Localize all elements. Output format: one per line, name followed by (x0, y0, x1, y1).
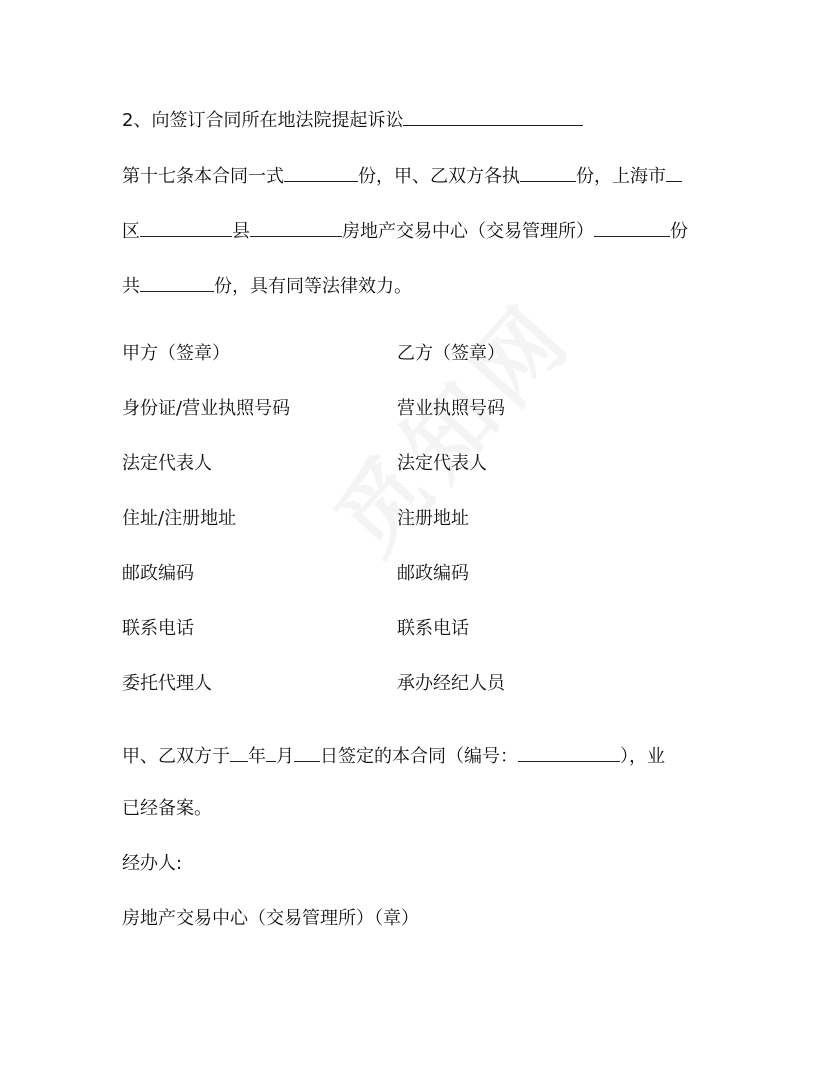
party-a-postcode-label: 邮政编码 (122, 563, 194, 584)
party-b-phone-label: 联系电话 (397, 618, 469, 639)
registration-text-e: ），业 (620, 746, 665, 767)
district-blank[interactable] (140, 217, 232, 237)
registration-text-month: 月 (276, 746, 294, 767)
article-17-text-district: 区 (122, 221, 140, 242)
clause-2-text: 2、向签订合同所在地法院提起诉讼 (122, 110, 404, 131)
article-17-text-total: 共 (122, 276, 140, 297)
article-17-line-2 (122, 217, 688, 241)
registration-text-d: 日签定的本合同（编号： (320, 746, 518, 767)
article-17-text-effect: 份，具有同等法律效力。 (214, 276, 412, 297)
year-blank[interactable] (230, 742, 248, 762)
registration-line-1 (122, 742, 665, 766)
day-blank[interactable] (294, 742, 320, 762)
clause-2-line (122, 106, 583, 130)
court-blank[interactable] (403, 106, 583, 126)
center-seal-label: 房地产交易中心（交易管理所）（章） (122, 908, 419, 929)
article-17-line-3 (122, 272, 412, 296)
article-17-text-a: 第十七条本合同一式 (122, 166, 284, 187)
month-blank[interactable] (266, 742, 276, 762)
city-blank[interactable] (666, 162, 682, 182)
party-b-address-label: 注册地址 (397, 508, 469, 529)
article-17-text-center: 房地产交易中心（交易管理所） (342, 221, 594, 242)
party-a-legal-rep-label: 法定代表人 (122, 453, 212, 474)
party-a-id-label: 身份证/营业执照号码 (122, 398, 291, 419)
article-17-text-county: 县 (232, 221, 250, 242)
center-copies-blank[interactable] (594, 217, 670, 237)
party-b-seal-label: 乙方（签章） (397, 343, 505, 364)
registration-line-2: 已经备案。 (122, 798, 212, 819)
party-b-legal-rep-label: 法定代表人 (397, 453, 487, 474)
copies-each-blank[interactable] (520, 162, 576, 182)
total-copies-blank[interactable] (140, 272, 214, 292)
party-b-postcode-label: 邮政编码 (397, 563, 469, 584)
party-b-broker-label: 承办经纪人员 (397, 673, 505, 694)
article-17-text-copies: 份 (670, 221, 688, 242)
party-a-phone-label: 联系电话 (122, 618, 194, 639)
article-17-line-1 (122, 162, 682, 186)
party-a-address-label: 住址/注册地址 (122, 508, 237, 529)
party-b-license-label: 营业执照号码 (397, 398, 505, 419)
copies-total-blank[interactable] (284, 162, 358, 182)
registration-text-year: 年 (248, 746, 266, 767)
party-a-agent-label: 委托代理人 (122, 673, 212, 694)
article-17-text-c: 份，上海市 (576, 166, 666, 187)
handler-label: 经办人: (122, 853, 183, 874)
party-a-seal-label: 甲方（签章） (122, 343, 230, 364)
contract-number-blank[interactable] (518, 742, 620, 762)
article-17-text-b: 份，甲、乙双方各执 (358, 166, 520, 187)
registration-text-a: 甲、乙双方于 (122, 746, 230, 767)
county-blank[interactable] (250, 217, 342, 237)
